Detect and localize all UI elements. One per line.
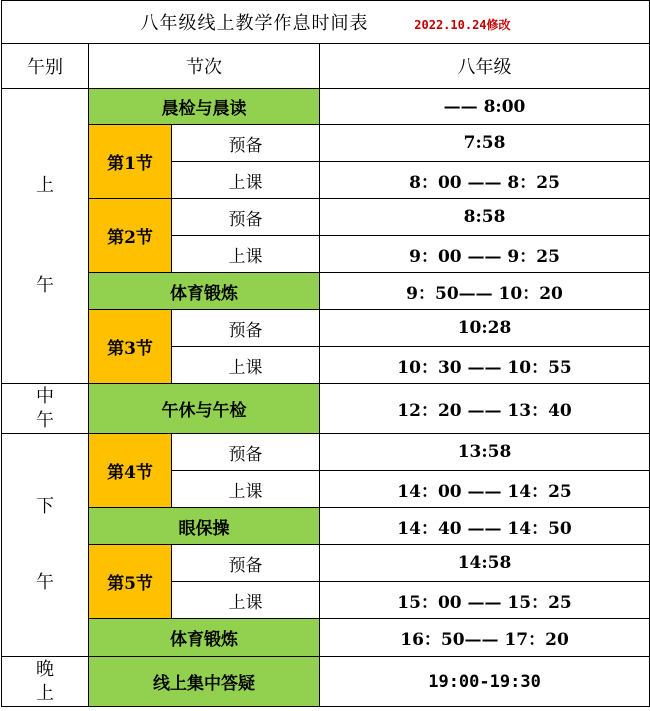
lesson1-class-label: 上课 [172,162,320,199]
lesson5-prep-label: 预备 [172,545,320,582]
lesson4-class-time: 14：00 —— 14：25 [320,471,650,508]
lesson4-label: 第4节 [89,434,172,508]
header-row [2,44,650,89]
lesson3-prep-label: 预备 [172,310,320,347]
table-row [2,273,650,310]
period-noon [2,384,89,434]
lesson1-prep-label: 预备 [172,125,320,162]
table-row [2,89,650,125]
schedule-title: 八年级线上教学作息时间表 [140,13,369,34]
period-char: 中 [36,385,54,407]
header-grade: 八年级 [320,44,650,89]
exercise1-label: 体育锻炼 [89,273,320,310]
period-char: 午 [36,409,54,431]
lesson2-label: 第2节 [89,199,172,273]
morning-check-time: —— 8:00 [320,89,650,125]
table-row [2,199,650,236]
lesson2-prep-time: 8:58 [320,199,650,236]
period-char: 晚 [36,658,54,680]
lesson3-class-time: 10：30 —— 10：55 [320,347,650,384]
table-row [2,434,650,471]
period-char: 午 [36,572,54,593]
exercise2-label: 体育锻炼 [89,619,320,657]
table-row [2,310,650,347]
exercise2-time: 16：50—— 17：20 [320,619,650,657]
title-row [2,1,650,44]
table-row [2,384,650,434]
lesson4-prep-time: 13:58 [320,434,650,471]
noon-rest-time: 12：20 —— 13：40 [320,384,650,434]
period-char: 下 [36,496,54,517]
lesson5-label: 第5节 [89,545,172,619]
online-qa-label: 线上集中答疑 [89,657,320,707]
lesson4-prep-label: 预备 [172,434,320,471]
lesson1-prep-time: 7:58 [320,125,650,162]
lesson1-label: 第1节 [89,125,172,199]
eye-exercise-label: 眼保操 [89,508,320,545]
schedule-table [1,0,650,707]
lesson2-class-label: 上课 [172,236,320,273]
period-char: 上 [36,175,54,196]
lesson3-class-label: 上课 [172,347,320,384]
noon-rest-label: 午休与午检 [89,384,320,434]
table-row [2,619,650,657]
period-evening [2,657,89,707]
period-char: 上 [36,682,54,704]
period-morning [2,89,89,384]
period-afternoon [2,434,89,657]
table-row [2,545,650,582]
lesson3-prep-time: 10:28 [320,310,650,347]
lesson5-prep-time: 14:58 [320,545,650,582]
lesson2-class-time: 9：00 —— 9：25 [320,236,650,273]
header-period: 午别 [2,44,89,89]
lesson3-label: 第3节 [89,310,172,384]
revision-note: 2022.10.24修改 [414,18,511,32]
online-qa-time: 19:00-19:30 [320,657,650,707]
table-row [2,125,650,162]
lesson2-prep-label: 预备 [172,199,320,236]
exercise1-time: 9：50—— 10：20 [320,273,650,310]
eye-exercise-time: 14：40 —— 14：50 [320,508,650,545]
table-row [2,508,650,545]
title-cell [2,1,650,44]
morning-check-label: 晨检与晨读 [89,89,320,125]
lesson5-class-time: 15：00 —— 15：25 [320,582,650,619]
period-char: 午 [36,275,54,296]
table-row [2,657,650,707]
lesson1-class-time: 8：00 —— 8：25 [320,162,650,199]
lesson4-class-label: 上课 [172,471,320,508]
header-session: 节次 [89,44,320,89]
lesson5-class-label: 上课 [172,582,320,619]
